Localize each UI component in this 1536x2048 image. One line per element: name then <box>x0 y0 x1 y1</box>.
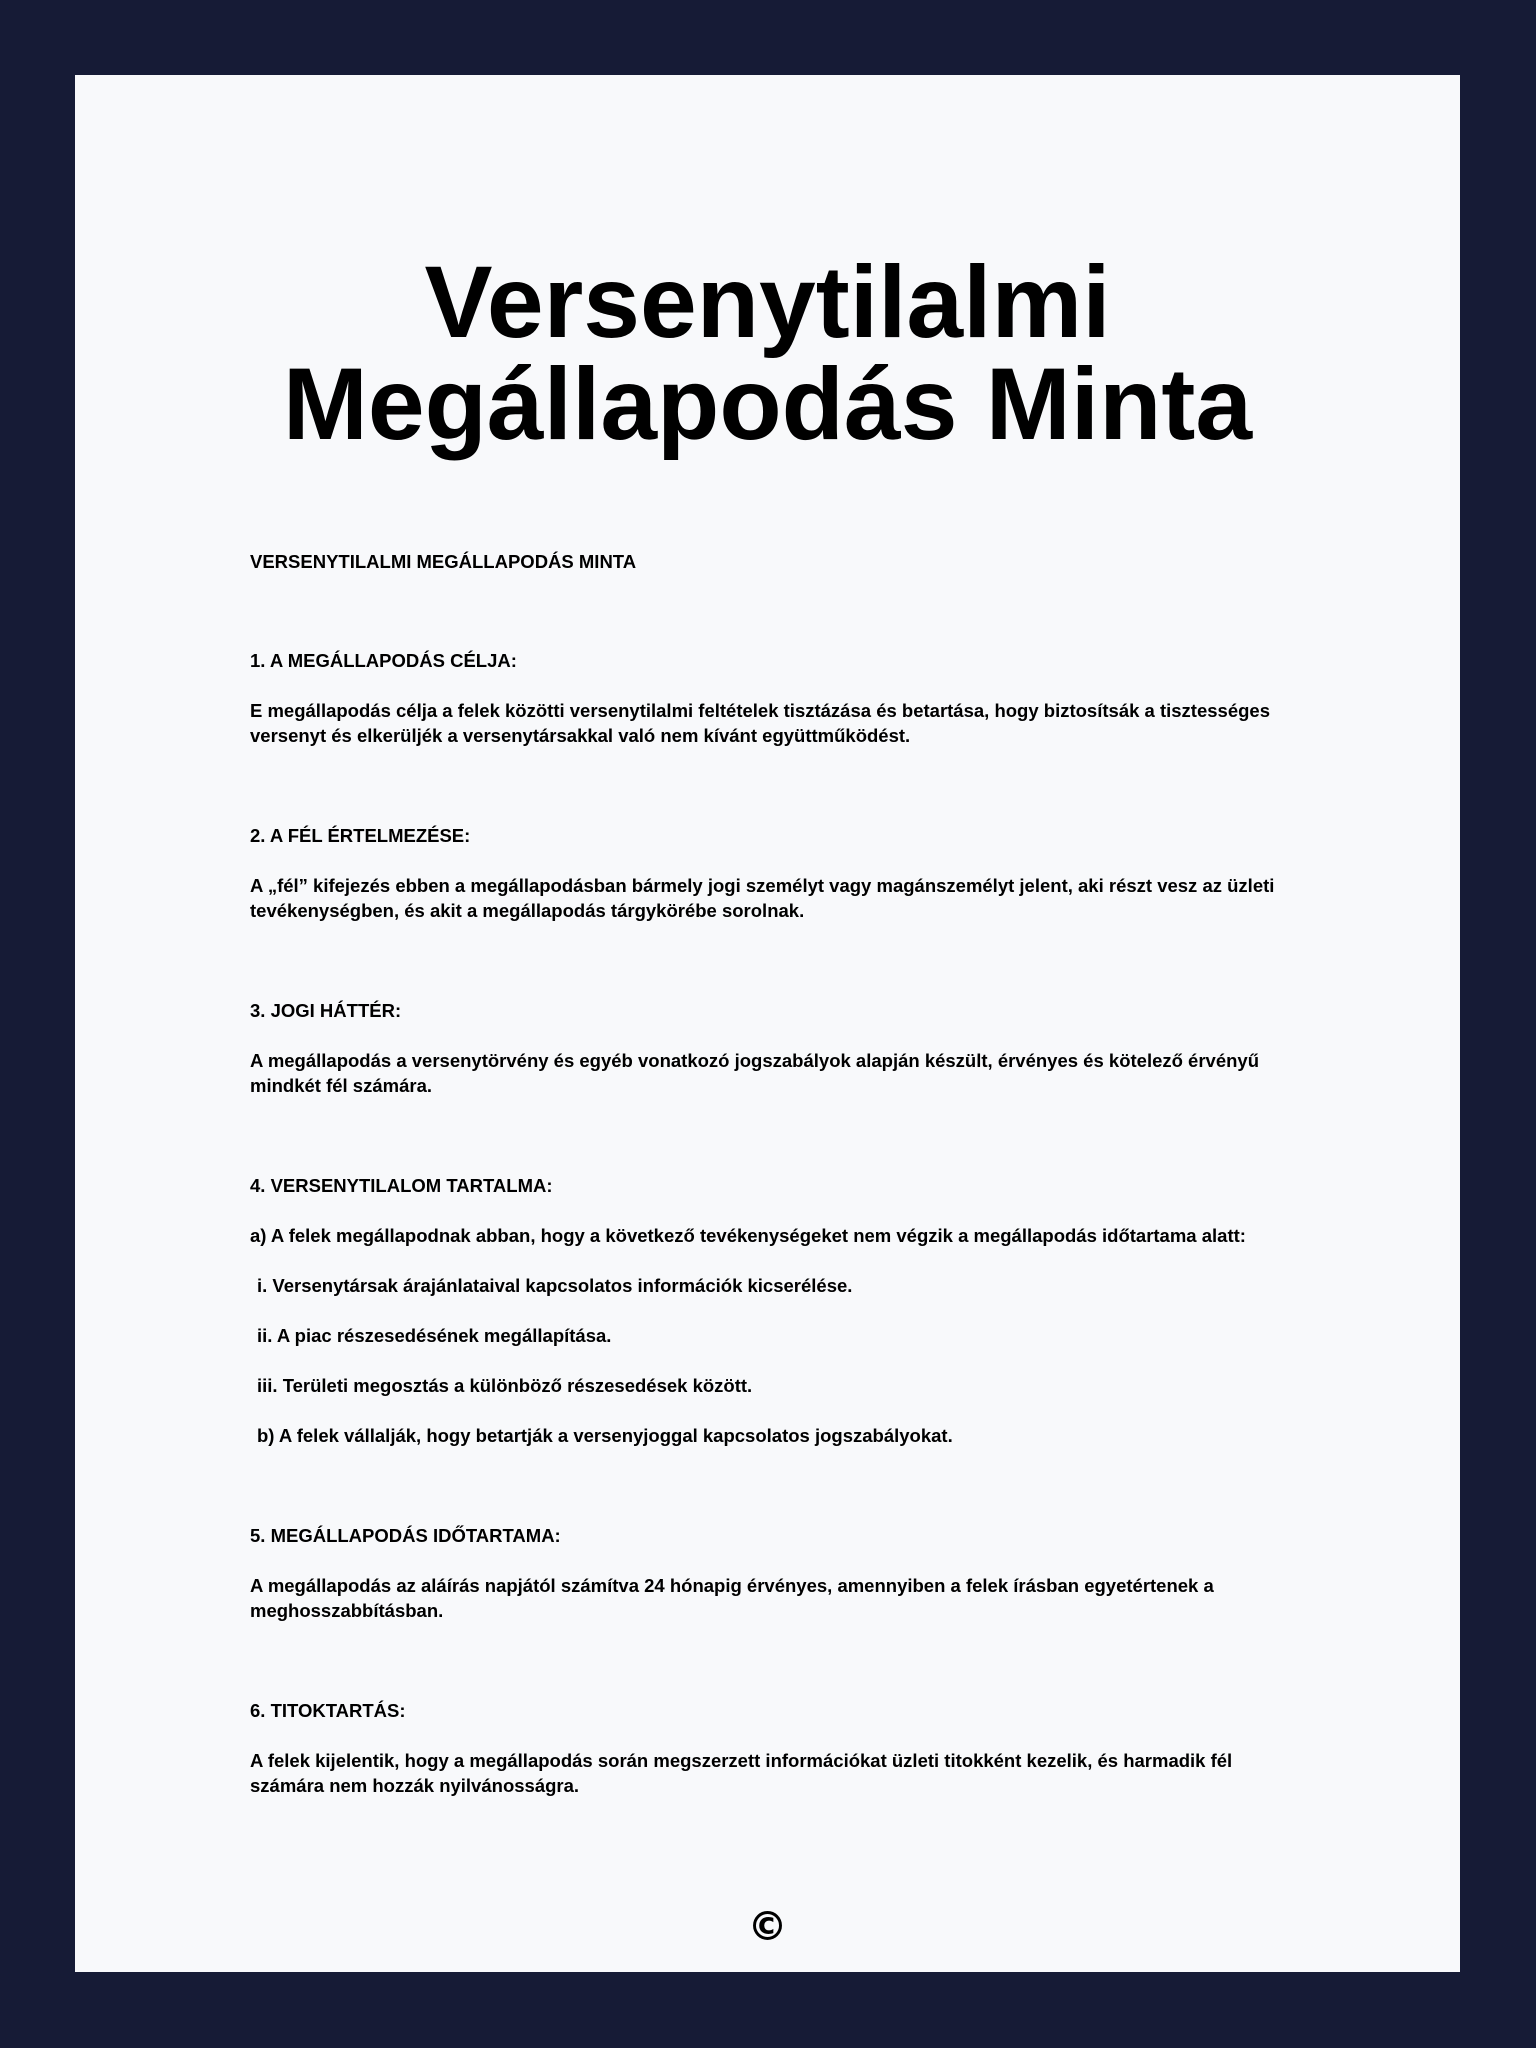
section-legal-background <box>250 998 1370 1098</box>
section-heading: 2. A FÉL ÉRTELMEZÉSE: <box>250 825 471 846</box>
section-confidentiality <box>250 1698 1370 1798</box>
section-body: A megállapodás az aláírás napjától számítva 24 hónapig érvényes, amennyiben a felek írásban egyetértenek a meghosszabbításban. <box>250 1575 1214 1621</box>
section-heading: 1. A MEGÁLLAPODÁS CÉLJA: <box>250 650 517 671</box>
document-title: VERSENYTILALMI MEGÁLLAPODÁS MINTA <box>250 551 637 572</box>
clause-a-item-i: i. Versenytársak árajánlataival kapcsolatos információk kicserélése. <box>257 1275 853 1296</box>
section-body: A megállapodás a versenytörvény és egyéb vonatkozó jogszabályok alapján készült, érvényes és kötelező érvényű mindkét fél számára. <box>250 1050 1260 1096</box>
section-heading: 5. MEGÁLLAPODÁS IDŐTARTAMA: <box>250 1525 561 1546</box>
page-title: Versenytilalmi Megállapodás Minta <box>282 245 1253 461</box>
section-purpose <box>250 648 1370 748</box>
section-party-definition <box>250 823 1370 923</box>
section-heading: 4. VERSENYTILALOM TARTALMA: <box>250 1175 553 1196</box>
section-competition-ban-content <box>250 1173 1370 1448</box>
section-body: A „fél” kifejezés ebben a megállapodásban bármely jogi személyt vagy magánszemélyt jelent, aki részt vesz az üzleti tevékenységben, és akit a megállapodás tárgykörébe sorolnak. <box>250 875 1275 921</box>
section-body: E megállapodás célja a felek közötti versenytilalmi feltételek tisztázása és betartása, hogy biztosítsák a tisztességes versenyt és elkerüljék a versenytársakkal való nem kívánt együttműködést. <box>250 700 1270 746</box>
section-heading: 6. TITOKTARTÁS: <box>250 1700 406 1721</box>
clause-a-item-ii: ii. A piac részesedésének megállapítása. <box>257 1325 612 1346</box>
section-heading: 3. JOGI HÁTTÉR: <box>250 1000 402 1021</box>
section-duration <box>250 1523 1370 1623</box>
document-page <box>75 75 1460 1972</box>
copyright-icon: © <box>747 1904 788 1950</box>
clause-b: b) A felek vállalják, hogy betartják a versenyjoggal kapcsolatos jogszabályokat. <box>257 1425 953 1446</box>
section-body: A felek kijelentik, hogy a megállapodás során megszerzett információkat üzleti titokként kezelik, és harmadik fél számára nem hozzák nyilvánosságra. <box>250 1750 1233 1796</box>
document-content <box>250 549 1370 1873</box>
clause-a-item-iii: iii. Területi megosztás a különböző részesedések között. <box>257 1375 753 1396</box>
clause-a: a) A felek megállapodnak abban, hogy a következő tevékenységeket nem végzik a megállapodás időtartama alatt: <box>250 1225 1246 1246</box>
